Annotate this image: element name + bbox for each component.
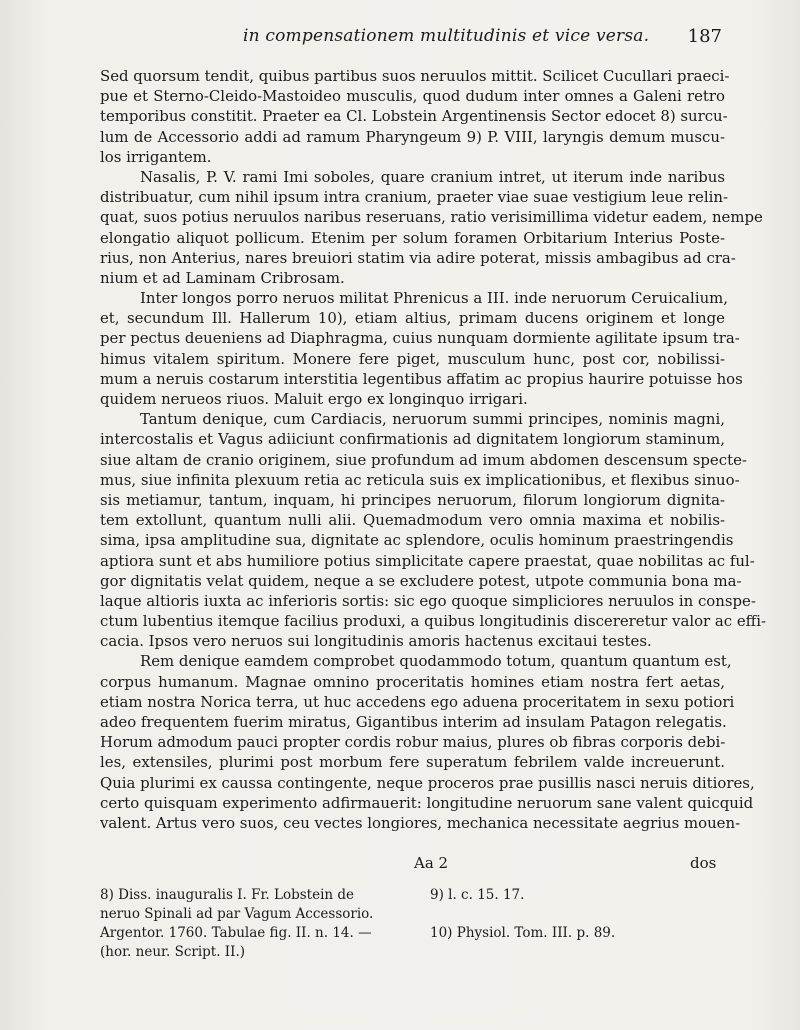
- text-line: ctum lubentius itemque facilius produxi, a quibus longitudinis discereretur valor ac effi-: [100, 612, 767, 631]
- text-line: laque altioris iuxta ac inferioris sortis: sic ego quoque simpliciores neruulos in conspe-: [100, 591, 756, 610]
- text-line: certo quisquam experimento adfirmauerit: longitudine neruorum sane valent quicquid: [100, 793, 754, 812]
- text-line: quidem nerueos riuos. Maluit ergo ex longinquo irrigari.: [100, 390, 528, 408]
- text-line: lum de Accessorio addi ad ramum Pharyngeum 9) P. VIII, laryngis demum muscu-: [100, 127, 725, 146]
- text-line: mus, siue infinita plexuum retia ac reticula suis ex implicationibus, et flexibus sinuo-: [100, 470, 740, 489]
- text-line: intercostalis et Vagus adiiciunt confirmationis ad dignitatem longiorum staminum,: [100, 430, 725, 449]
- text-line: cacia. Ipsos vero neruos sui longitudinis amoris hactenus excitaui testes.: [100, 632, 652, 651]
- footnote-line: 10) Physiol. Tom. III. p. 89.: [430, 925, 616, 941]
- text-line: rius, non Anterius, nares breuiori statim via adire poterat, missis ambagibus ad cra-: [100, 248, 736, 267]
- text-line: Horum admodum pauci propter cordis robur maius, plures ob fibras corporis debi-: [100, 733, 726, 752]
- running-title: in compensationem multitudinis et vice versa.: [243, 26, 650, 46]
- text-line: Sed quorsum tendit, quibus partibus suos neruulos mittit. Scilicet Cucullari praeci-: [100, 67, 730, 85]
- text-line: Tantum denique, cum Cardiacis, neruorum summi principes, nominis magni,: [140, 410, 725, 429]
- signature-line: [0, 854, 800, 876]
- text-line: corpus humanum. Magnae omnino proceritatis homines etiam nostra fert aetas,: [100, 672, 725, 691]
- running-header: [0, 26, 800, 52]
- footnotes-right-column: [430, 886, 730, 943]
- footnote-line: [430, 905, 730, 924]
- text-line: et, secundum Ill. Hallerum 10), etiam altius, primam ducens originem et longe: [100, 309, 725, 328]
- text-line: Rem denique eamdem comprobet quodammodo totum, quantum quantum est,: [140, 652, 732, 671]
- text-line: Nasalis, P. V. rami Imi soboles, quare cranium intret, ut iterum inde naribus: [140, 167, 725, 186]
- text-line: pue et Sterno-Cleido-Mastoideo musculis, quod dudum inter omnes a Galeni retro: [100, 87, 725, 106]
- signature-mark: Aa 2: [414, 854, 449, 872]
- footnote-line: 9) l. c. 15. 17.: [430, 887, 525, 903]
- text-line: valent. Artus vero suos, ceu vectes longiores, mechanica necessitate aegrius mouen-: [100, 813, 741, 832]
- text-line: sis metiamur, tantum, inquam, hi principes neruorum, filorum longiorum dignita-: [100, 490, 725, 509]
- text-line: temporibus constitit. Praeter ea Cl. Lobstein Argentinensis Sector edocet 8) surcu-: [100, 107, 728, 126]
- text-line: distribuatur, cum nihil ipsum intra cranium, praeter viae suae vestigium leue relin-: [100, 188, 728, 207]
- page-number: 187: [687, 26, 722, 47]
- main-text-block: [100, 66, 767, 833]
- text-line: nium et ad Laminam Cribrosam.: [100, 268, 345, 287]
- text-line: adeo frequentem fuerim miratus, Gigantibus interim ad insulam Patagon relegatis.: [100, 713, 727, 731]
- footnotes-left-column: [100, 886, 400, 962]
- text-line: Inter longos porro neruos militat Phrenicus a III. inde neruorum Ceruicalium,: [140, 289, 729, 308]
- text-line: Quia plurimi ex caussa contingente, neque proceros prae pusillis nasci neruis ditiores,: [100, 773, 755, 792]
- text-line: sima, ipsa amplitudine sua, dignitate ac splendore, oculis hominum praestringendis: [100, 531, 734, 550]
- footnote-line: (hor. neur. Script. II.): [100, 944, 246, 960]
- text-line: per pectus deueniens ad Diaphragma, cuius nunquam dormiente agilitate ipsum tra-: [100, 329, 740, 348]
- text-line: les, extensiles, plurimi post morbum fere superatum febrilem valde increuerunt.: [100, 753, 725, 772]
- text-line: elongatio aliquot pollicum. Etenim per solum foramen Orbitarium Interius Poste-: [100, 228, 725, 247]
- text-line: quat, suos potius neruulos naribus reseruans, ratio verisimillima videtur eadem, nempe: [100, 208, 763, 227]
- text-line: gor dignitatis velat quidem, neque a se excludere potest, utpote communia bona ma-: [100, 571, 742, 590]
- text-line: etiam nostra Norica terra, ut huc accedens ego aduena proceritatem in sexu potiori: [100, 692, 735, 711]
- text-line: siue altam de cranio originem, siue profundum ad imum abdomen descensum specte-: [100, 450, 747, 469]
- text-line: los irrigantem.: [100, 147, 212, 166]
- footnote-line: neruo Spinali ad par Vagum Accessorio.: [100, 906, 374, 922]
- footnote-line: 8) Diss. inauguralis I. Fr. Lobstein de: [100, 887, 355, 903]
- text-line: tem extollunt, quantum nulli alii. Quemadmodum vero omnia maxima et nobilis-: [100, 511, 725, 530]
- text-line: mum a neruis costarum interstitia legentibus affatim ac propius haurire potuisse hos: [100, 369, 743, 388]
- text-line: aptiora sunt et abs humiliore potius simplicitate capere praestat, quae nobilitas ac ful-: [100, 551, 755, 570]
- catchword: dos: [690, 854, 717, 872]
- footnote-line: Argentor. 1760. Tabulae fig. II. n. 14. —: [100, 925, 372, 941]
- text-line: himus vitalem spiritum. Monere fere piget, musculum hunc, post cor, nobilissi-: [100, 349, 725, 368]
